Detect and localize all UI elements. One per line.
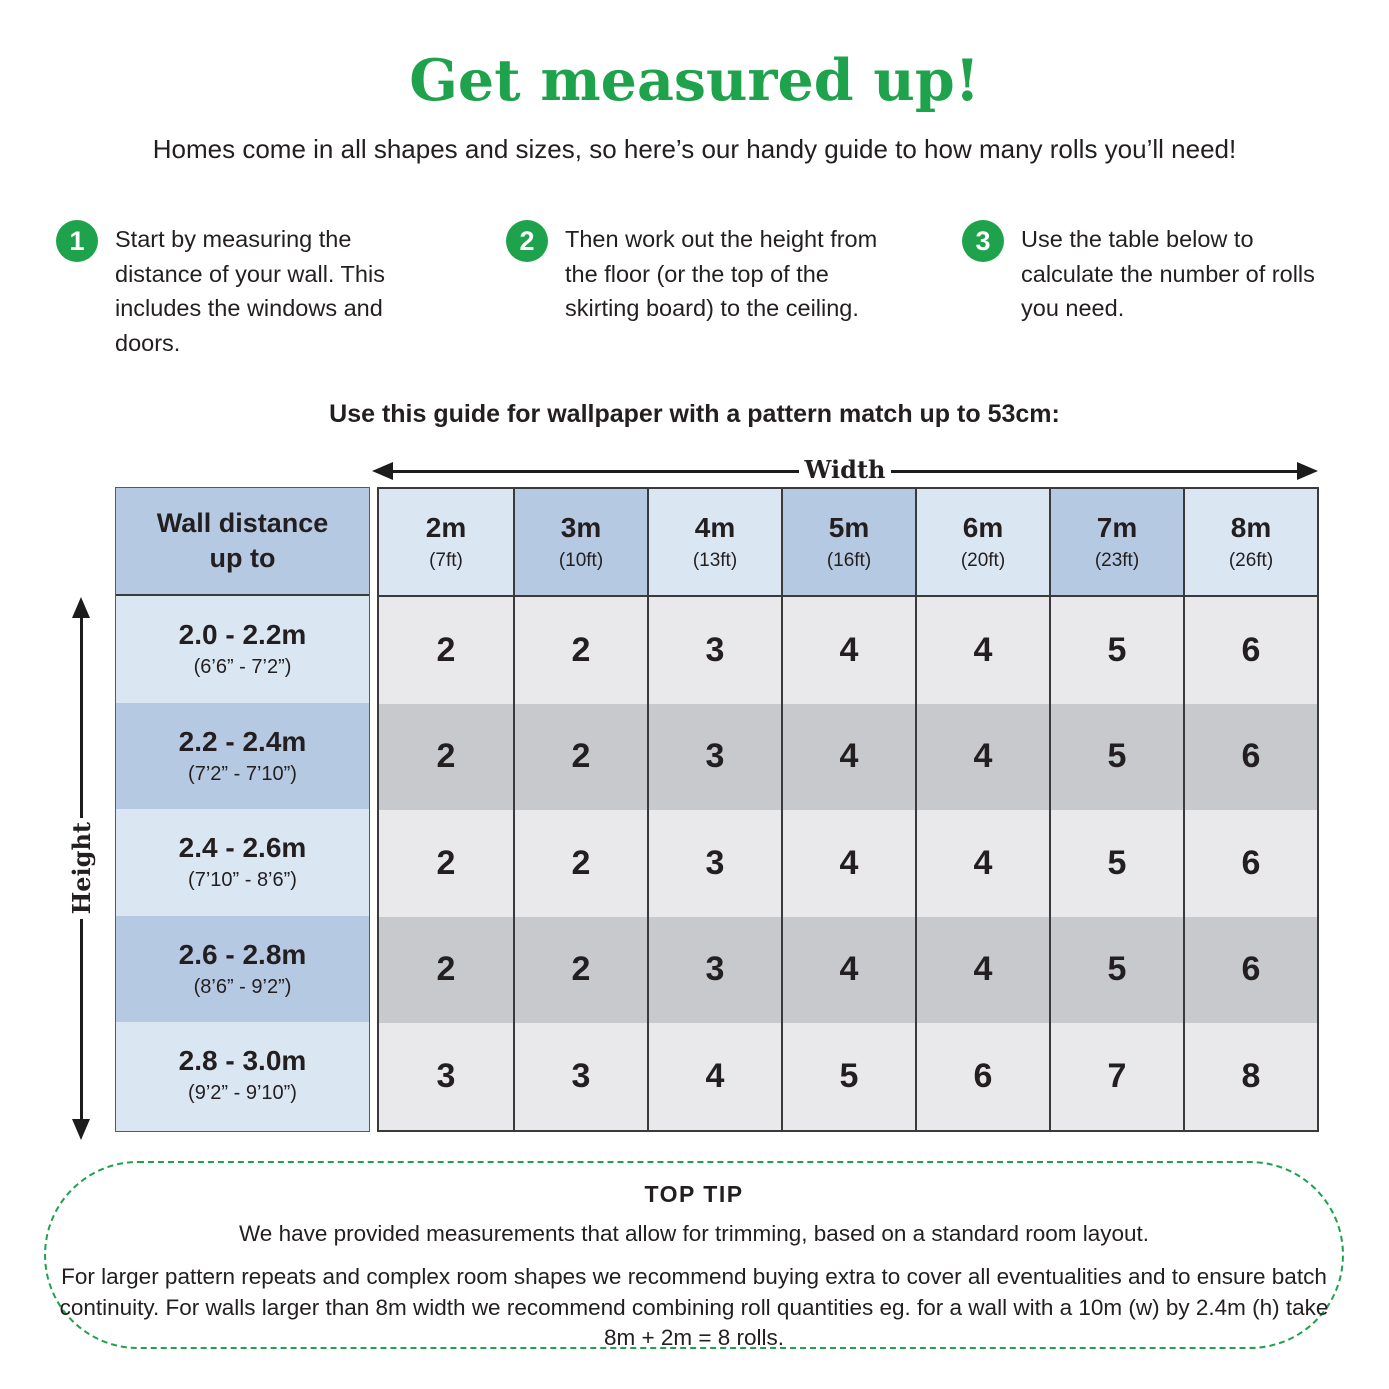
step-3 bbox=[962, 220, 1318, 326]
table-cell: 2 bbox=[513, 597, 647, 704]
row-range: 2.8 - 3.0m bbox=[178, 1045, 307, 1077]
row-range-ft: (7’2” - 7’10”) bbox=[188, 762, 297, 785]
col-ft: (7ft) bbox=[429, 550, 463, 571]
row-range: 2.0 - 2.2m bbox=[178, 619, 307, 651]
step-3-text: Use the table below to calculate the number of rolls you need. bbox=[1021, 226, 1315, 322]
table-cell: 5 bbox=[1049, 597, 1183, 704]
table-cell: 2 bbox=[513, 810, 647, 917]
col-m: 3m bbox=[560, 512, 602, 543]
table-corner-header bbox=[116, 488, 369, 596]
col-ft: (23ft) bbox=[1094, 550, 1140, 571]
table-cell: 6 bbox=[1183, 704, 1317, 811]
table-cell: 4 bbox=[781, 810, 915, 917]
row-header bbox=[116, 916, 369, 1023]
col-ft: (26ft) bbox=[1228, 550, 1274, 571]
arrow-right-icon bbox=[1297, 462, 1318, 480]
table-cell: 4 bbox=[781, 917, 915, 1024]
col-m: 5m bbox=[828, 512, 870, 543]
table-cell: 2 bbox=[513, 704, 647, 811]
table-row-header-column bbox=[115, 487, 370, 1132]
table-cell: 6 bbox=[1183, 810, 1317, 917]
column-header bbox=[379, 489, 513, 597]
column-header bbox=[781, 489, 915, 597]
table-cell: 4 bbox=[915, 917, 1049, 1024]
width-axis-label: Width bbox=[804, 454, 886, 484]
corner-line-1: Wall distance bbox=[156, 507, 329, 538]
column-header bbox=[647, 489, 781, 597]
height-axis bbox=[64, 597, 98, 1140]
table-cell: 3 bbox=[379, 1023, 513, 1130]
table-cell: 5 bbox=[1049, 704, 1183, 811]
row-header bbox=[116, 703, 369, 810]
col-ft: (16ft) bbox=[826, 550, 872, 571]
col-m: 7m bbox=[1096, 512, 1138, 543]
top-tip-title: TOP TIP bbox=[644, 1181, 744, 1207]
width-axis bbox=[372, 454, 1318, 484]
arrow-up-icon bbox=[72, 597, 90, 618]
table-cell: 4 bbox=[647, 1023, 781, 1130]
height-axis-line bbox=[80, 919, 83, 1119]
table-cell: 4 bbox=[915, 810, 1049, 917]
table-cell: 5 bbox=[1049, 810, 1183, 917]
table-cell: 2 bbox=[379, 917, 513, 1024]
col-ft: (13ft) bbox=[692, 550, 738, 571]
table-cell: 3 bbox=[647, 810, 781, 917]
table-body bbox=[377, 487, 1319, 1132]
step-3-number-badge: 3 bbox=[962, 220, 1004, 262]
col-m: 6m bbox=[962, 512, 1004, 543]
corner-line-2: up to bbox=[209, 543, 276, 573]
row-range-ft: (6’6” - 7’2”) bbox=[193, 656, 292, 679]
height-axis-line bbox=[80, 618, 83, 818]
table-cell: 3 bbox=[647, 704, 781, 811]
column-header bbox=[1183, 489, 1317, 597]
top-tip-line-2: For larger pattern repeats and complex room shapes we recommend buying extra to cover all eventualities and to ensure batch continuity. For walls larger than 8m width we recommend combining roll quantities eg. for a wall with a 10m (w) by 2.4m (h) take 8m + 2m = 8 rolls. bbox=[59, 1264, 1329, 1351]
top-tip-box bbox=[44, 1161, 1344, 1349]
row-range-ft: (7’10” - 8’6”) bbox=[188, 869, 297, 892]
table-cell: 6 bbox=[1183, 917, 1317, 1024]
table-cell: 4 bbox=[915, 597, 1049, 704]
table-cell: 3 bbox=[647, 917, 781, 1024]
row-header bbox=[116, 1022, 369, 1129]
step-1 bbox=[56, 220, 434, 360]
guide-note: Use this guide for wallpaper with a pattern match up to 53cm: bbox=[329, 400, 1060, 428]
col-ft: (20ft) bbox=[960, 550, 1006, 571]
height-axis-label: Height bbox=[66, 822, 96, 915]
page-subtitle: Homes come in all shapes and sizes, so here’s our handy guide to how many rolls you’ll need! bbox=[152, 134, 1237, 164]
step-1-text: Start by measuring the distance of your wall. This includes the windows and doors. bbox=[115, 226, 385, 356]
table-cell: 5 bbox=[1049, 917, 1183, 1024]
table-gutter bbox=[370, 487, 377, 1132]
page-title: Get measured up! bbox=[409, 47, 980, 114]
table-cell: 2 bbox=[513, 917, 647, 1024]
column-header bbox=[915, 489, 1049, 597]
table-cell: 2 bbox=[379, 810, 513, 917]
table-cell: 7 bbox=[1049, 1023, 1183, 1130]
table-cell: 4 bbox=[781, 704, 915, 811]
column-header bbox=[1049, 489, 1183, 597]
width-axis-line bbox=[891, 470, 1297, 473]
arrow-down-icon bbox=[72, 1119, 90, 1140]
row-range: 2.2 - 2.4m bbox=[178, 725, 307, 757]
row-range: 2.4 - 2.6m bbox=[178, 832, 307, 864]
top-tip-line-1: We have provided measurements that allow for trimming, based on a standard room layout. bbox=[238, 1221, 1150, 1246]
row-range-ft: (9’2” - 9’10”) bbox=[188, 1082, 297, 1105]
col-m: 8m bbox=[1230, 512, 1272, 543]
table-cell: 2 bbox=[379, 597, 513, 704]
row-header bbox=[116, 596, 369, 703]
step-2-text: Then work out the height from the floor (or the top of the skirting board) to the ceiling. bbox=[565, 226, 878, 322]
width-axis-line bbox=[393, 470, 799, 473]
rolls-table bbox=[115, 487, 1319, 1132]
step-2 bbox=[506, 220, 908, 326]
row-range-ft: (8’6” - 9’2”) bbox=[193, 975, 292, 998]
table-cell: 2 bbox=[379, 704, 513, 811]
col-m: 4m bbox=[694, 512, 736, 543]
table-cell: 6 bbox=[1183, 597, 1317, 704]
table-cell: 3 bbox=[513, 1023, 647, 1130]
arrow-left-icon bbox=[372, 462, 393, 480]
col-ft: (10ft) bbox=[558, 550, 604, 571]
table-cell: 5 bbox=[781, 1023, 915, 1130]
row-range: 2.6 - 2.8m bbox=[178, 938, 307, 970]
row-header bbox=[116, 809, 369, 916]
column-header bbox=[513, 489, 647, 597]
table-cell: 3 bbox=[647, 597, 781, 704]
table-cell: 4 bbox=[915, 704, 1049, 811]
step-1-number-badge: 1 bbox=[56, 220, 98, 262]
col-m: 2m bbox=[425, 512, 467, 543]
table-cell: 8 bbox=[1183, 1023, 1317, 1130]
step-2-number-badge: 2 bbox=[506, 220, 548, 262]
table-cell: 6 bbox=[915, 1023, 1049, 1130]
table-cell: 4 bbox=[781, 597, 915, 704]
